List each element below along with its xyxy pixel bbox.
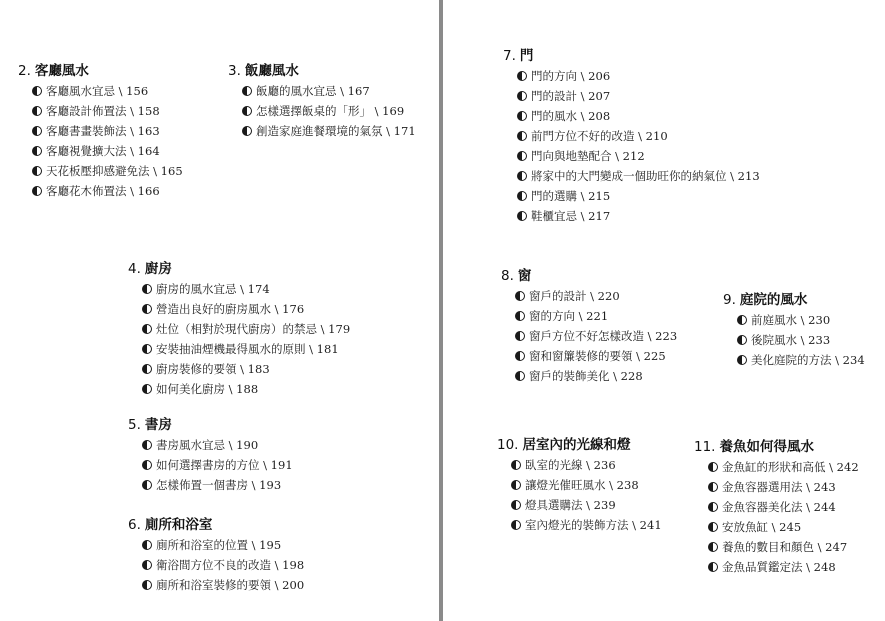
section-title: 5. 書房	[128, 417, 172, 433]
yin-yang-icon	[515, 331, 525, 341]
toc-entry[interactable]: 金魚容器美化法 \ 244	[708, 497, 859, 517]
toc-entry[interactable]: 窗的方向 \ 221	[515, 306, 677, 326]
toc-entry[interactable]: 後院風水 \ 233	[737, 330, 865, 350]
yin-yang-icon	[32, 166, 42, 176]
toc-entry[interactable]: 鞋櫃宜忌 \ 217	[517, 206, 760, 226]
section-title: 6. 廁所和浴室	[128, 517, 213, 533]
toc-entry[interactable]: 如何美化廚房 \ 188	[142, 379, 350, 399]
toc-entry[interactable]: 前庭風水 \ 230	[737, 310, 865, 330]
yin-yang-icon	[142, 460, 152, 470]
toc-entry[interactable]: 廁所和浴室裝修的要領 \ 200	[142, 575, 304, 595]
section-4-kitchen	[128, 259, 350, 399]
toc-entry[interactable]: 前門方位不好的改造 \ 210	[517, 126, 760, 146]
yin-yang-icon	[515, 351, 525, 361]
yin-yang-icon	[737, 335, 747, 345]
toc-entry[interactable]: 門的選購 \ 215	[517, 186, 760, 206]
yin-yang-icon	[737, 355, 747, 365]
toc-entry[interactable]: 灶位（相對於現代廚房）的禁忌 \ 179	[142, 319, 350, 339]
toc-entry[interactable]: 臥室的光線 \ 236	[511, 455, 662, 475]
yin-yang-icon	[32, 106, 42, 116]
yin-yang-icon	[515, 371, 525, 381]
toc-entry[interactable]: 安放魚缸 \ 245	[708, 517, 859, 537]
toc-entry[interactable]: 客廳花木佈置法 \ 166	[32, 181, 183, 201]
section-5-study	[128, 415, 293, 495]
section-9-garden	[723, 290, 865, 370]
toc-entry[interactable]: 營造出良好的廚房風水 \ 176	[142, 299, 350, 319]
toc-entry[interactable]: 窗戶的設計 \ 220	[515, 286, 677, 306]
toc-entry[interactable]: 門的風水 \ 208	[517, 106, 760, 126]
yin-yang-icon	[32, 146, 42, 156]
section-title: 11. 養魚如何得風水	[694, 439, 814, 455]
toc-entry[interactable]: 將家中的大門變成一個助旺你的納氣位 \ 213	[517, 166, 760, 186]
yin-yang-icon	[32, 126, 42, 136]
toc-entry[interactable]: 窗戶的裝飾美化 \ 228	[515, 366, 677, 386]
yin-yang-icon	[142, 440, 152, 450]
section-title: 3. 飯廳風水	[228, 63, 299, 79]
book-spine-divider	[439, 0, 443, 621]
yin-yang-icon	[708, 562, 718, 572]
yin-yang-icon	[32, 186, 42, 196]
toc-entry[interactable]: 金魚品質鑑定法 \ 248	[708, 557, 859, 577]
section-10-lighting	[497, 435, 662, 535]
toc-entry[interactable]: 養魚的數目和顏色 \ 247	[708, 537, 859, 557]
section-title: 4. 廚房	[128, 261, 172, 277]
yin-yang-icon	[515, 291, 525, 301]
yin-yang-icon	[142, 560, 152, 570]
yin-yang-icon	[511, 520, 521, 530]
yin-yang-icon	[142, 480, 152, 490]
toc-entry[interactable]: 窗戶方位不好怎樣改造 \ 223	[515, 326, 677, 346]
yin-yang-icon	[142, 364, 152, 374]
toc-entry[interactable]: 廁所和浴室的位置 \ 195	[142, 535, 304, 555]
yin-yang-icon	[242, 86, 252, 96]
yin-yang-icon	[142, 540, 152, 550]
toc-entry[interactable]: 門的設計 \ 207	[517, 86, 760, 106]
section-3-dining-room	[228, 61, 416, 141]
toc-entry[interactable]: 門的方向 \ 206	[517, 66, 760, 86]
yin-yang-icon	[517, 191, 527, 201]
yin-yang-icon	[242, 126, 252, 136]
section-11-fish	[694, 437, 859, 577]
yin-yang-icon	[142, 384, 152, 394]
toc-entry[interactable]: 客廳書畫裝飾法 \ 163	[32, 121, 183, 141]
section-title: 9. 庭院的風水	[723, 292, 808, 308]
toc-entry[interactable]: 客廳風水宜忌 \ 156	[32, 81, 183, 101]
yin-yang-icon	[515, 311, 525, 321]
toc-entry[interactable]: 飯廳的風水宜忌 \ 167	[242, 81, 416, 101]
yin-yang-icon	[511, 500, 521, 510]
toc-entry[interactable]: 燈具選購法 \ 239	[511, 495, 662, 515]
section-title: 7. 門	[503, 48, 534, 64]
toc-entry[interactable]: 美化庭院的方法 \ 234	[737, 350, 865, 370]
section-6-bathroom	[128, 515, 304, 595]
yin-yang-icon	[517, 71, 527, 81]
toc-entry[interactable]: 客廳視覺擴大法 \ 164	[32, 141, 183, 161]
yin-yang-icon	[142, 344, 152, 354]
yin-yang-icon	[708, 522, 718, 532]
yin-yang-icon	[517, 171, 527, 181]
section-title: 10. 居室內的光線和燈	[497, 437, 631, 453]
toc-entry[interactable]: 金魚容器選用法 \ 243	[708, 477, 859, 497]
toc-entry[interactable]: 書房風水宜忌 \ 190	[142, 435, 293, 455]
toc-entry[interactable]: 室內燈光的裝飾方法 \ 241	[511, 515, 662, 535]
yin-yang-icon	[708, 482, 718, 492]
section-title: 2. 客廳風水	[18, 63, 89, 79]
toc-entry[interactable]: 天花板壓抑感避免法 \ 165	[32, 161, 183, 181]
toc-entry[interactable]: 金魚缸的形狀和高低 \ 242	[708, 457, 859, 477]
toc-entry[interactable]: 怎樣佈置一個書房 \ 193	[142, 475, 293, 495]
yin-yang-icon	[142, 284, 152, 294]
section-7-door	[503, 46, 760, 226]
yin-yang-icon	[142, 324, 152, 334]
toc-entry[interactable]: 衛浴間方位不良的改造 \ 198	[142, 555, 304, 575]
yin-yang-icon	[511, 480, 521, 490]
yin-yang-icon	[517, 111, 527, 121]
section-title: 8. 窗	[501, 268, 532, 284]
yin-yang-icon	[517, 131, 527, 141]
toc-entry[interactable]: 怎樣選擇飯桌的「形」 \ 169	[242, 101, 416, 121]
yin-yang-icon	[517, 211, 527, 221]
yin-yang-icon	[737, 315, 747, 325]
yin-yang-icon	[32, 86, 42, 96]
toc-entry[interactable]: 廚房的風水宜忌 \ 174	[142, 279, 350, 299]
toc-entry[interactable]: 客廳設計佈置法 \ 158	[32, 101, 183, 121]
toc-entry[interactable]: 安裝抽油煙機最得風水的原則 \ 181	[142, 339, 350, 359]
toc-entry[interactable]: 門向與地墊配合 \ 212	[517, 146, 760, 166]
yin-yang-icon	[242, 106, 252, 116]
yin-yang-icon	[708, 462, 718, 472]
yin-yang-icon	[708, 542, 718, 552]
yin-yang-icon	[142, 304, 152, 314]
section-8-window	[501, 266, 677, 386]
toc-entry[interactable]: 如何選擇書房的方位 \ 191	[142, 455, 293, 475]
yin-yang-icon	[517, 91, 527, 101]
toc-entry[interactable]: 創造家庭進餐環境的氣氛 \ 171	[242, 121, 416, 141]
toc-entry[interactable]: 窗和窗簾裝修的要領 \ 225	[515, 346, 677, 366]
yin-yang-icon	[708, 502, 718, 512]
yin-yang-icon	[517, 151, 527, 161]
toc-entry[interactable]: 廚房裝修的要領 \ 183	[142, 359, 350, 379]
toc-entry[interactable]: 讓燈光催旺風水 \ 238	[511, 475, 662, 495]
yin-yang-icon	[511, 460, 521, 470]
section-2-living-room	[18, 61, 183, 201]
yin-yang-icon	[142, 580, 152, 590]
